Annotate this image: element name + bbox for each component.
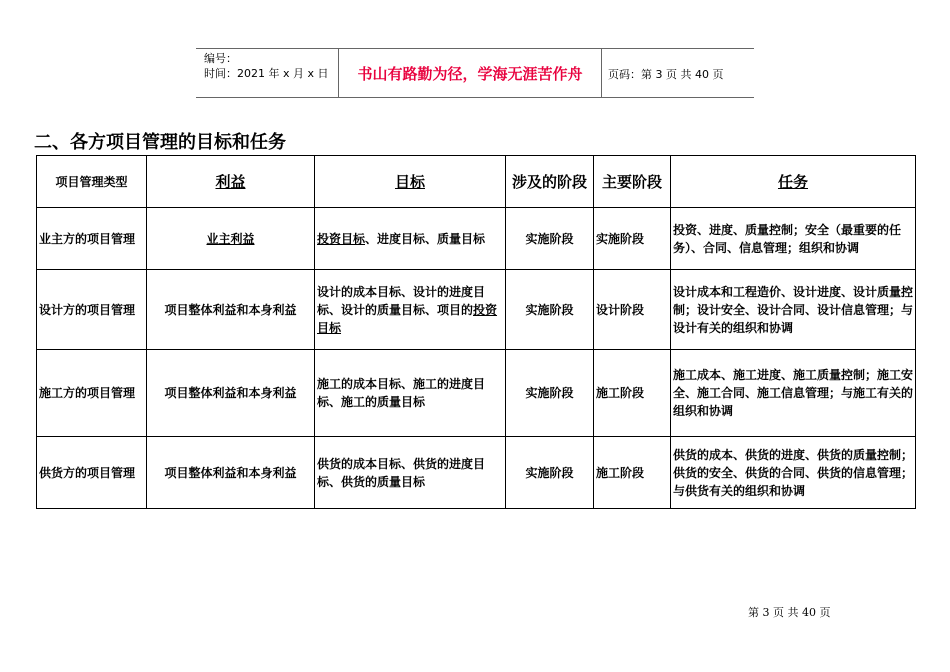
header-task: 任务 (671, 156, 916, 208)
cell-interest: 业主利益 (147, 208, 315, 270)
header-meta (204, 51, 344, 81)
cell-main-stage: 施工阶段 (594, 437, 671, 509)
header-divider (601, 49, 602, 97)
cell-goal: 供货的成本目标、供货的进度目标、供货的质量目标 (315, 437, 506, 509)
header-page-number: 页码：第 3 页 共 40 页 (608, 68, 724, 81)
number-label: 编号： (204, 52, 237, 65)
cell-task: 投资、进度、质量控制；安全（最重要的任务）、合同、信息管理；组织和协调 (671, 208, 916, 270)
cell-stage: 实施阶段 (506, 350, 594, 437)
cell-interest: 项目整体利益和本身利益 (147, 437, 315, 509)
cell-goal: 投资目标、进度目标、质量目标 (315, 208, 506, 270)
cell-type: 施工方的项目管理 (37, 350, 147, 437)
header-main-stage: 主要阶段 (594, 156, 671, 208)
cell-stage: 实施阶段 (506, 270, 594, 350)
cell-main-stage: 施工阶段 (594, 350, 671, 437)
cell-interest: 项目整体利益和本身利益 (147, 270, 315, 350)
cell-goal: 施工的成本目标、施工的进度目标、施工的质量目标 (315, 350, 506, 437)
cell-stage: 实施阶段 (506, 208, 594, 270)
table-row (37, 208, 916, 270)
time-label: 时间：2021 年 x 月 x 日 (204, 67, 329, 80)
management-table (36, 155, 916, 509)
cell-type: 业主方的项目管理 (37, 208, 147, 270)
cell-main-stage: 实施阶段 (594, 208, 671, 270)
header-goal: 目标 (315, 156, 506, 208)
table-header-row (37, 156, 916, 208)
table-row (37, 270, 916, 350)
header-interest: 利益 (147, 156, 315, 208)
page-footer: 第 3 页 共 40 页 (748, 606, 831, 619)
cell-interest: 项目整体利益和本身利益 (147, 350, 315, 437)
cell-type: 供货方的项目管理 (37, 437, 147, 509)
cell-goal: 设计的成本目标、设计的进度目标、设计的质量目标、项目的投资目标 (315, 270, 506, 350)
cell-stage: 实施阶段 (506, 437, 594, 509)
cell-type: 设计方的项目管理 (37, 270, 147, 350)
cell-task: 施工成本、施工进度、施工质量控制；施工安全、施工合同、施工信息管理；与施工有关的组织和协调 (671, 350, 916, 437)
header-motto: 书山有路勤为径，学海无涯苦作舟 (357, 64, 583, 83)
table-row (37, 350, 916, 437)
table-row (37, 437, 916, 509)
page-header (196, 48, 754, 98)
header-type: 项目管理类型 (37, 156, 147, 208)
section-title: 二、各方项目管理的目标和任务 (34, 132, 286, 153)
cell-task: 设计成本和工程造价、设计进度、设计质量控制；设计安全、设计合同、设计信息管理；与设计有关的组织和协调 (671, 270, 916, 350)
cell-main-stage: 设计阶段 (594, 270, 671, 350)
cell-task: 供货的成本、供货的进度、供货的质量控制；供货的安全、供货的合同、供货的信息管理；与供货有关的组织和协调 (671, 437, 916, 509)
header-stage: 涉及的阶段 (506, 156, 594, 208)
